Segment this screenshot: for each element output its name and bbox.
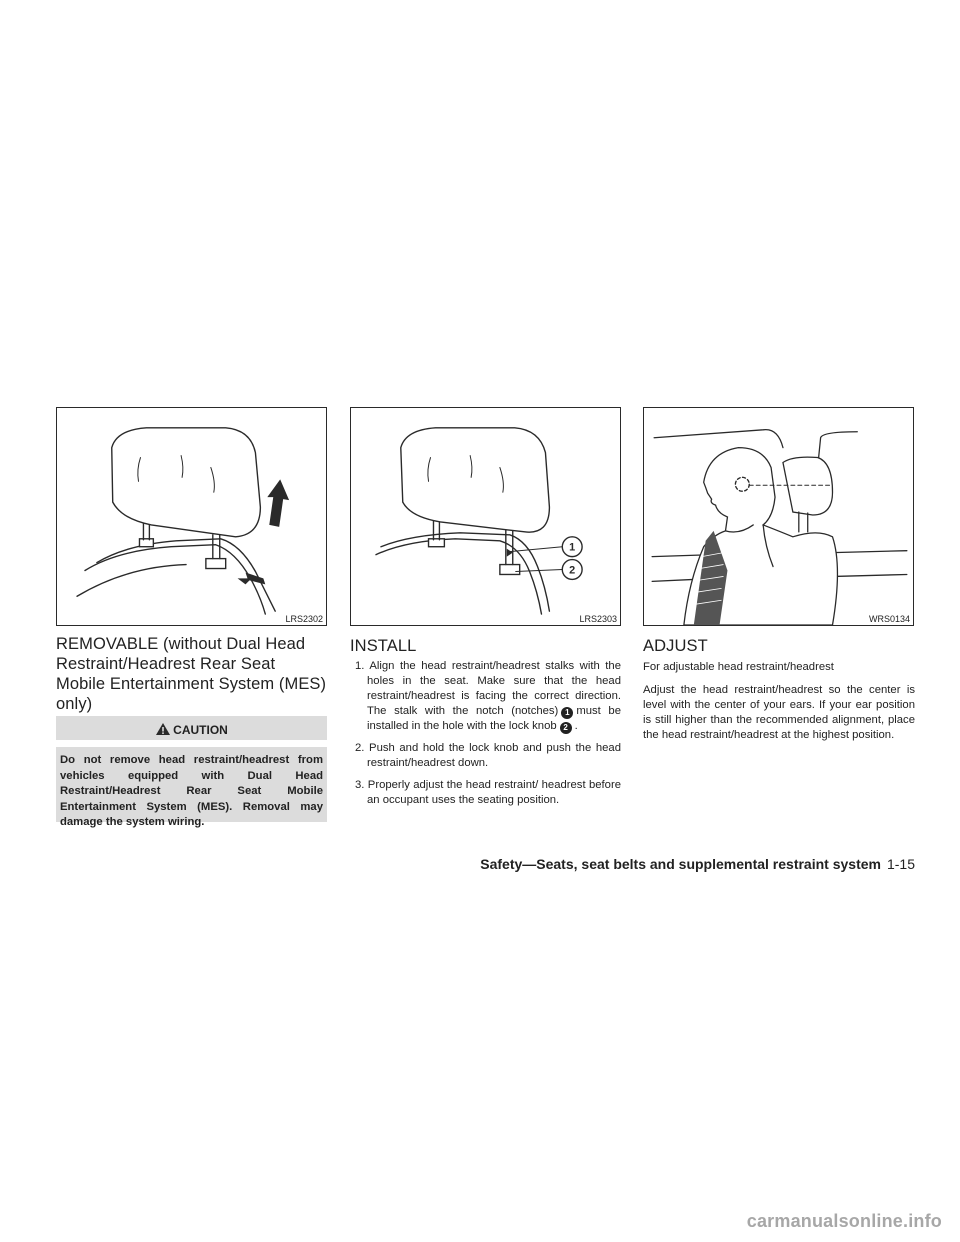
adjust-body: Adjust the head restraint/headrest so the center is level with the center of your ears. If your ear position is still higher than the recommended alignment, place the head restraint/headrest at the highest position. [643,684,915,741]
removable-heading: REMOVABLE (without Dual Head Restraint/Headrest Rear Seat Mobile Entertainment System (MES) only) [56,635,327,713]
adjust-heading: ADJUST [643,637,708,655]
driver-head-restraint-illustration [644,408,913,625]
caution-text: Do not remove head restraint/headrest from vehicles equipped with Dual Head Restraint/Headrest Rear Seat Mobile Entertainment System (MES). Removal may damage the system wiring. [60,754,323,829]
step-1-text-c: . [574,720,578,732]
install-heading: INSTALL [350,637,417,655]
head-restraint-removal-illustration [57,408,326,625]
figure-install-head-restraint [350,407,621,626]
figure-adjust-head-restraint [643,407,914,626]
callout-1-label: 1 [569,541,576,554]
caution-divider [56,740,327,747]
callout-2-badge: 2 [560,722,572,734]
callout-2-label: 2 [569,564,576,577]
caution-box [56,716,327,829]
step-1-text-a: 1. Align the head restraint/headrest stalks with the holes in the seat. Make sure that the head restraint/headrest is facing the correct direction. The stalk with the notch (notches) [355,660,621,717]
install-steps [355,659,621,815]
page-footer [480,856,915,872]
warning-triangle-icon [155,722,171,739]
head-restraint-install-illustration [351,408,620,625]
step-1-text-b: must be installed in the hole with the lock knob [367,705,621,732]
install-step-2: 2. Push and hold the lock knob and push the head restraint/headrest down. [355,742,621,769]
figure-code: LRS2302 [285,614,323,624]
figure-remove-head-restraint [56,407,327,626]
install-step-1 [355,659,621,734]
caution-title [56,722,327,739]
install-step-3: 3. Properly adjust the head restraint/ headrest before an occupant uses the seating position. [355,779,621,806]
watermark: carmanualsonline.info [746,1211,942,1231]
caution-title-text: CAUTION [173,723,228,737]
callout-1-badge: 1 [561,707,573,719]
figure-code: WRS0134 [868,614,910,624]
adjust-subtitle: For adjustable head restraint/headrest [643,661,834,673]
page-number: 1-15 [886,856,915,872]
figure-code: LRS2303 [579,614,617,624]
footer-section-title: Safety—Seats, seat belts and supplemental restraint system [480,856,881,872]
